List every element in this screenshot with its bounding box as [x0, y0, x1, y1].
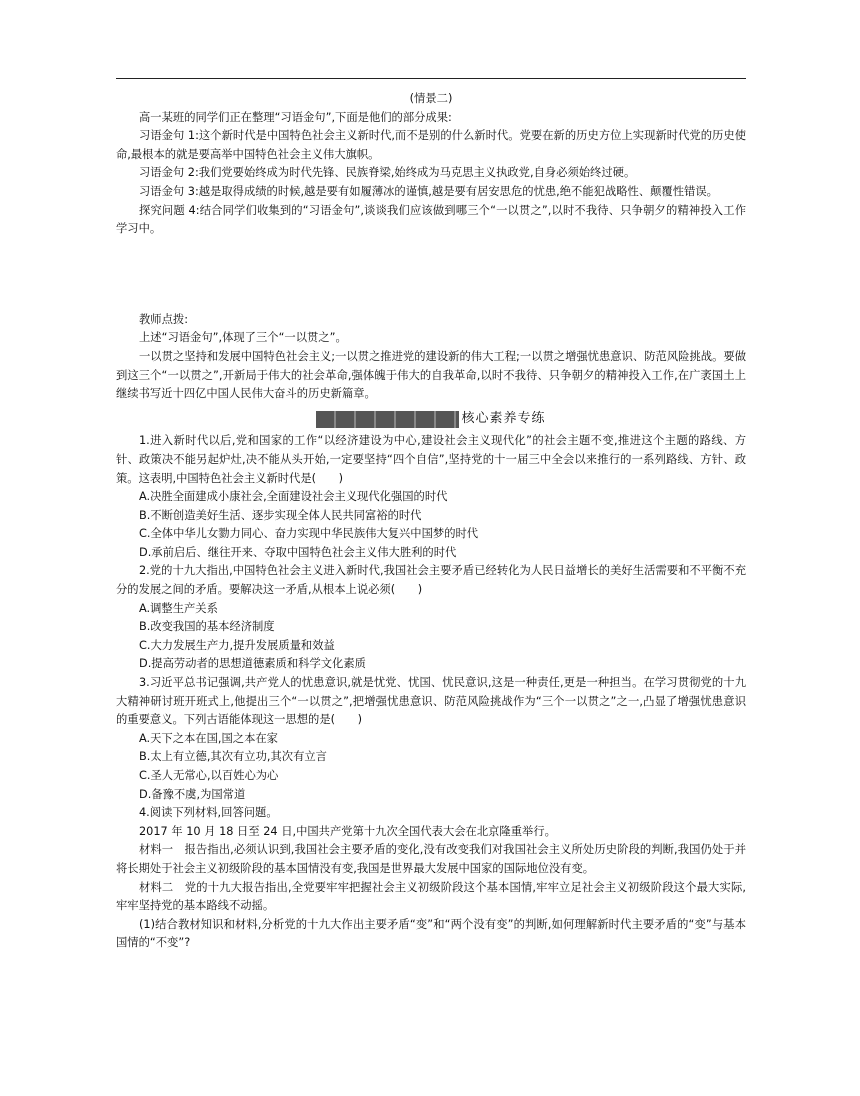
section-title: 核心素养专练: [461, 410, 546, 426]
q1-option-c: C.全体中华儿女勠力同心、奋力实现中华民族伟大复兴中国梦的时代: [139, 527, 479, 541]
quote-2: 习语金句 2:我们党要始终成为时代先锋、民族脊梁,始终成为马克思主义执政党,自身必须始终过硬。: [139, 166, 636, 180]
scenario-heading: (情景二): [409, 92, 453, 105]
q1-stem: 1.进入新时代以后,党和国家的工作“以经济建设为中心,建设社会主义现代化”的社会主题不变,推进这个主题的路线、方针、政策决不能另起炉灶,决不能从头开始,一定要坚持“四个自信”,坚持党的十一届三中全会以来推行的一系列路线、方针、政策。这表明,中国特色社会主义新时代是( ): [116, 434, 746, 485]
question-4: 探究问题 4:结合同学们收集到的“习语金句”,谈谈我们应该做到哪三个“一以贯之”,以时不我待、只争朝夕的精神投入工作学习中。: [116, 203, 746, 236]
q1-option-b: B.不断创造美好生活、逐步实现全体人民共同富裕的时代: [139, 508, 422, 522]
scenario-intro: 高一某班的同学们正在整理“习语金句”,下面是他们的部分成果:: [139, 110, 452, 124]
q4-date-line: 2017 年 10 月 18 日至 24 日,中国共产党第十九次全国代表大会在北京隆重举行。: [139, 824, 556, 838]
q3-stem: 3.习近平总书记强调,共产党人的忧患意识,就是忧党、忧国、忧民意识,这是一种责任,更是一种担当。在学习贯彻党的十九大精神研讨班开班式上,他提出三个“一以贯之”,把增强忧患意识、防范风险挑战作为“三个一以贯之”之一,凸显了增强忧患意识的重要意义。下列古语能体现这一思想的是( ): [116, 676, 746, 727]
section-header: [116, 410, 746, 429]
answer-space: [116, 239, 746, 311]
q3-option-c: C.圣人无常心,以百姓心为心: [139, 769, 279, 782]
q4-stem: 4.阅读下列材料,回答问题。: [139, 806, 278, 820]
q4-sub-question-1: (1)结合教材知识和材料,分析党的十九大作出主要矛盾“变”和“两个没有变”的判断,如何理解新时代主要矛盾的“变”与基本国情的“不变”?: [116, 917, 746, 950]
teacher-line-1: 上述“习语金句”,体现了三个“一以贯之”。: [139, 331, 347, 345]
header-rule: [116, 78, 746, 79]
document-page: [116, 90, 746, 953]
q2-option-a: A.调整生产关系: [139, 601, 218, 615]
quote-3: 习语金句 3:越是取得成绩的时候,越是要有如履薄冰的谨慎,越是要有居安思危的忧患,绝不能犯战略性、颠覆性错误。: [139, 184, 718, 198]
q2-option-b: B.改变我国的基本经济制度: [139, 620, 275, 634]
teacher-line-2: 一以贯之坚持和发展中国特色社会主义;一以贯之推进党的建设新的伟大工程;一以贯之增强忧患意识、防范风险挑战。要做到这三个“一以贯之”,开新局于伟大的社会革命,强体魄于伟大的自我革命,以时不我待、只争朝夕的精神投入工作,在广袤国土上继续书写近十四亿中国人民伟大奋斗的历史新篇章。: [116, 349, 746, 401]
q4-material-2: 材料二 党的十九大报告指出,全党要牢牢把握社会主义初级阶段这个基本国情,牢牢立足社会主义初级阶段这个最大实际,牢牢坚持党的基本路线不动摇。: [116, 880, 746, 913]
q1-option-d: D.承前启后、继往开来、夺取中国特色社会主义伟大胜利的时代: [139, 545, 457, 559]
q1-option-a: A.决胜全面建成小康社会,全面建设社会主义现代化强国的时代: [139, 490, 448, 504]
q2-stem: 2.党的十九大指出,中国特色社会主义进入新时代,我国社会主要矛盾已经转化为人民日益增长的美好生活需要和不平衡不充分的发展之间的矛盾。要解决这一矛盾,从根本上说必须( ): [116, 564, 746, 597]
q3-option-a: A.天下之本在国,国之本在家: [139, 731, 278, 745]
quote-1: 习语金句 1:这个新时代是中国特色社会主义新时代,而不是别的什么新时代。党要在新的历史方位上实现新时代党的历史使命,最根本的就是要高举中国特色社会主义伟大旗帜。: [116, 129, 746, 161]
q3-option-b: B.太上有立德,其次有立功,其次有立言: [139, 750, 327, 764]
q3-option-d: D.备豫不虞,为国常道: [139, 787, 246, 801]
teacher-label: 教师点拨:: [139, 312, 188, 326]
q4-material-1: 材料一 报告指出,必须认识到,我国社会主要矛盾的变化,没有改变我们对我国社会主义所处历史阶段的判断,我国仍处于并将长期处于社会主义初级阶段的基本国情没有变,我国是世界最大发展中国家的国际地位没有变。: [116, 843, 746, 875]
q2-option-d: D.提高劳动者的思想道德素质和科学文化素质: [139, 657, 366, 671]
q2-option-c: C.大力发展生产力,提升发展质量和效益: [139, 638, 335, 652]
section-header-bar: [316, 411, 459, 428]
